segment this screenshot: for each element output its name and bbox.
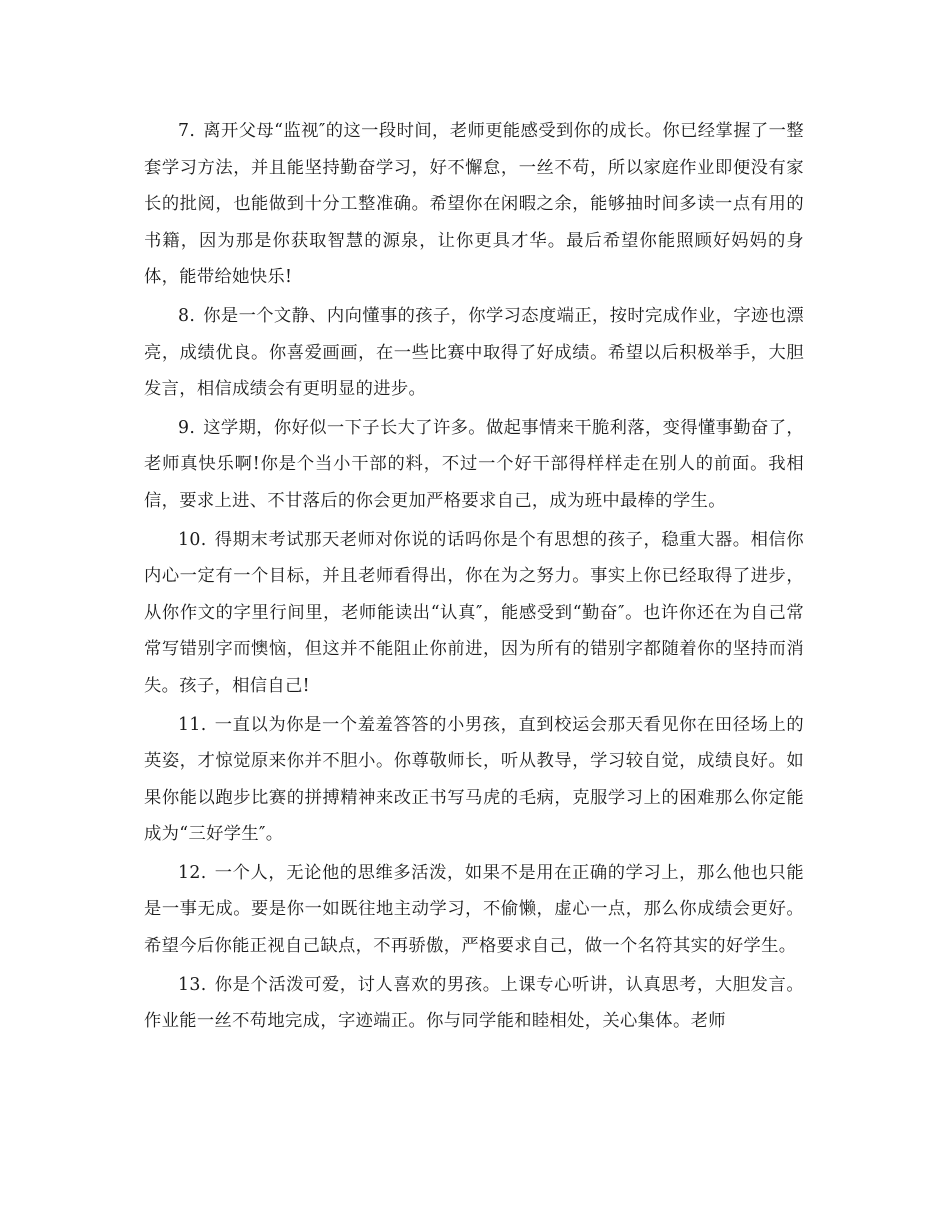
paragraph-text: 离开父母“监视″的这一段时间，老师更能感受到你的成长。你已经掌握了一整套学习方法，并且能坚持勤奋学习，好不懈怠，一丝不苟，所以家庭作业即便没有家长的批阅，也能做到十分工整准确。希望你在闲暇之余，能够抽时间多读一点有用的书籍，因为那是你获取智慧的源泉，让你更具才华。最后希望你能照顾好妈妈的身体，能带给她快乐! [144, 121, 804, 288]
paragraph-number: 12. [178, 862, 207, 883]
document-body [144, 113, 804, 1042]
paragraph-number: 7. [178, 121, 196, 141]
paragraph-text: 这学期，你好似一下子长大了许多。做起事情来干脆利落，变得懂事勤奋了，老师真快乐啊!你是个当小干部的料，不过一个好干部得样样走在别人的前面。我相信，要求上进、不甘落后的你会更加严格要求自己，成为班中最棒的学生。 [144, 417, 804, 511]
paragraph-13 [144, 967, 804, 1040]
paragraph-text: 你是一个文静、内向懂事的孩子，你学习态度端正，按时完成作业，字迹也漂亮，成绩优良。你喜爱画画，在一些比赛中取得了好成绩。希望以后积极举手，大胆发言，相信成绩会有更明显的进步。 [144, 305, 804, 400]
paragraph-number: 13. [178, 974, 207, 995]
paragraph-9 [144, 410, 804, 520]
paragraph-11 [144, 707, 804, 853]
paragraph-number: 9. [178, 417, 196, 438]
paragraph-number: 10. [178, 529, 207, 550]
paragraph-7 [144, 113, 804, 296]
paragraph-text: 你是个活泼可爱，讨人喜欢的男孩。上课专心听讲，认真思考，大胆发言。作业能一丝不苟地完成，字迹端正。你与同学能和睦相处，关心集体。老师 [144, 974, 804, 1032]
paragraph-text: 得期末考试那天老师对你说的话吗你是个有思想的孩子，稳重大器。相信你内心一定有一个目标，并且老师看得出，你在为之努力。事实上你已经取得了进步，从你作文的字里行间里，老师能读出“认真″，能感受到“勤奋″。也许你还在为自己常常写错别字而懊恼，但这并不能阻止你前进，因为所有的错别字都随着你的坚持而消失。孩子，相信自己! [144, 529, 804, 696]
paragraph-8 [144, 298, 804, 408]
paragraph-number: 8. [178, 305, 196, 326]
paragraph-10 [144, 522, 804, 705]
paragraph-12 [144, 855, 804, 965]
paragraph-text: 一直以为你是一个羞羞答答的小男孩，直到校运会那天看见你在田径场上的英姿，才惊觉原来你并不胆小。你尊敬师长，听从教导，学习较自觉，成绩良好。如果你能以跑步比赛的拼搏精神来改正书写马虎的毛病，克服学习上的困难那么你定能成为“三好学生″。 [144, 714, 804, 845]
paragraph-text: 一个人，无论他的思维多活泼，如果不是用在正确的学习上，那么他也只能是一事无成。要是你一如既往地主动学习，不偷懒，虚心一点，那么你成绩会更好。希望今后你能正视自己缺点，不再骄傲，严格要求自己，做一个名符其实的好学生。 [144, 862, 804, 957]
paragraph-number: 11. [178, 714, 207, 735]
